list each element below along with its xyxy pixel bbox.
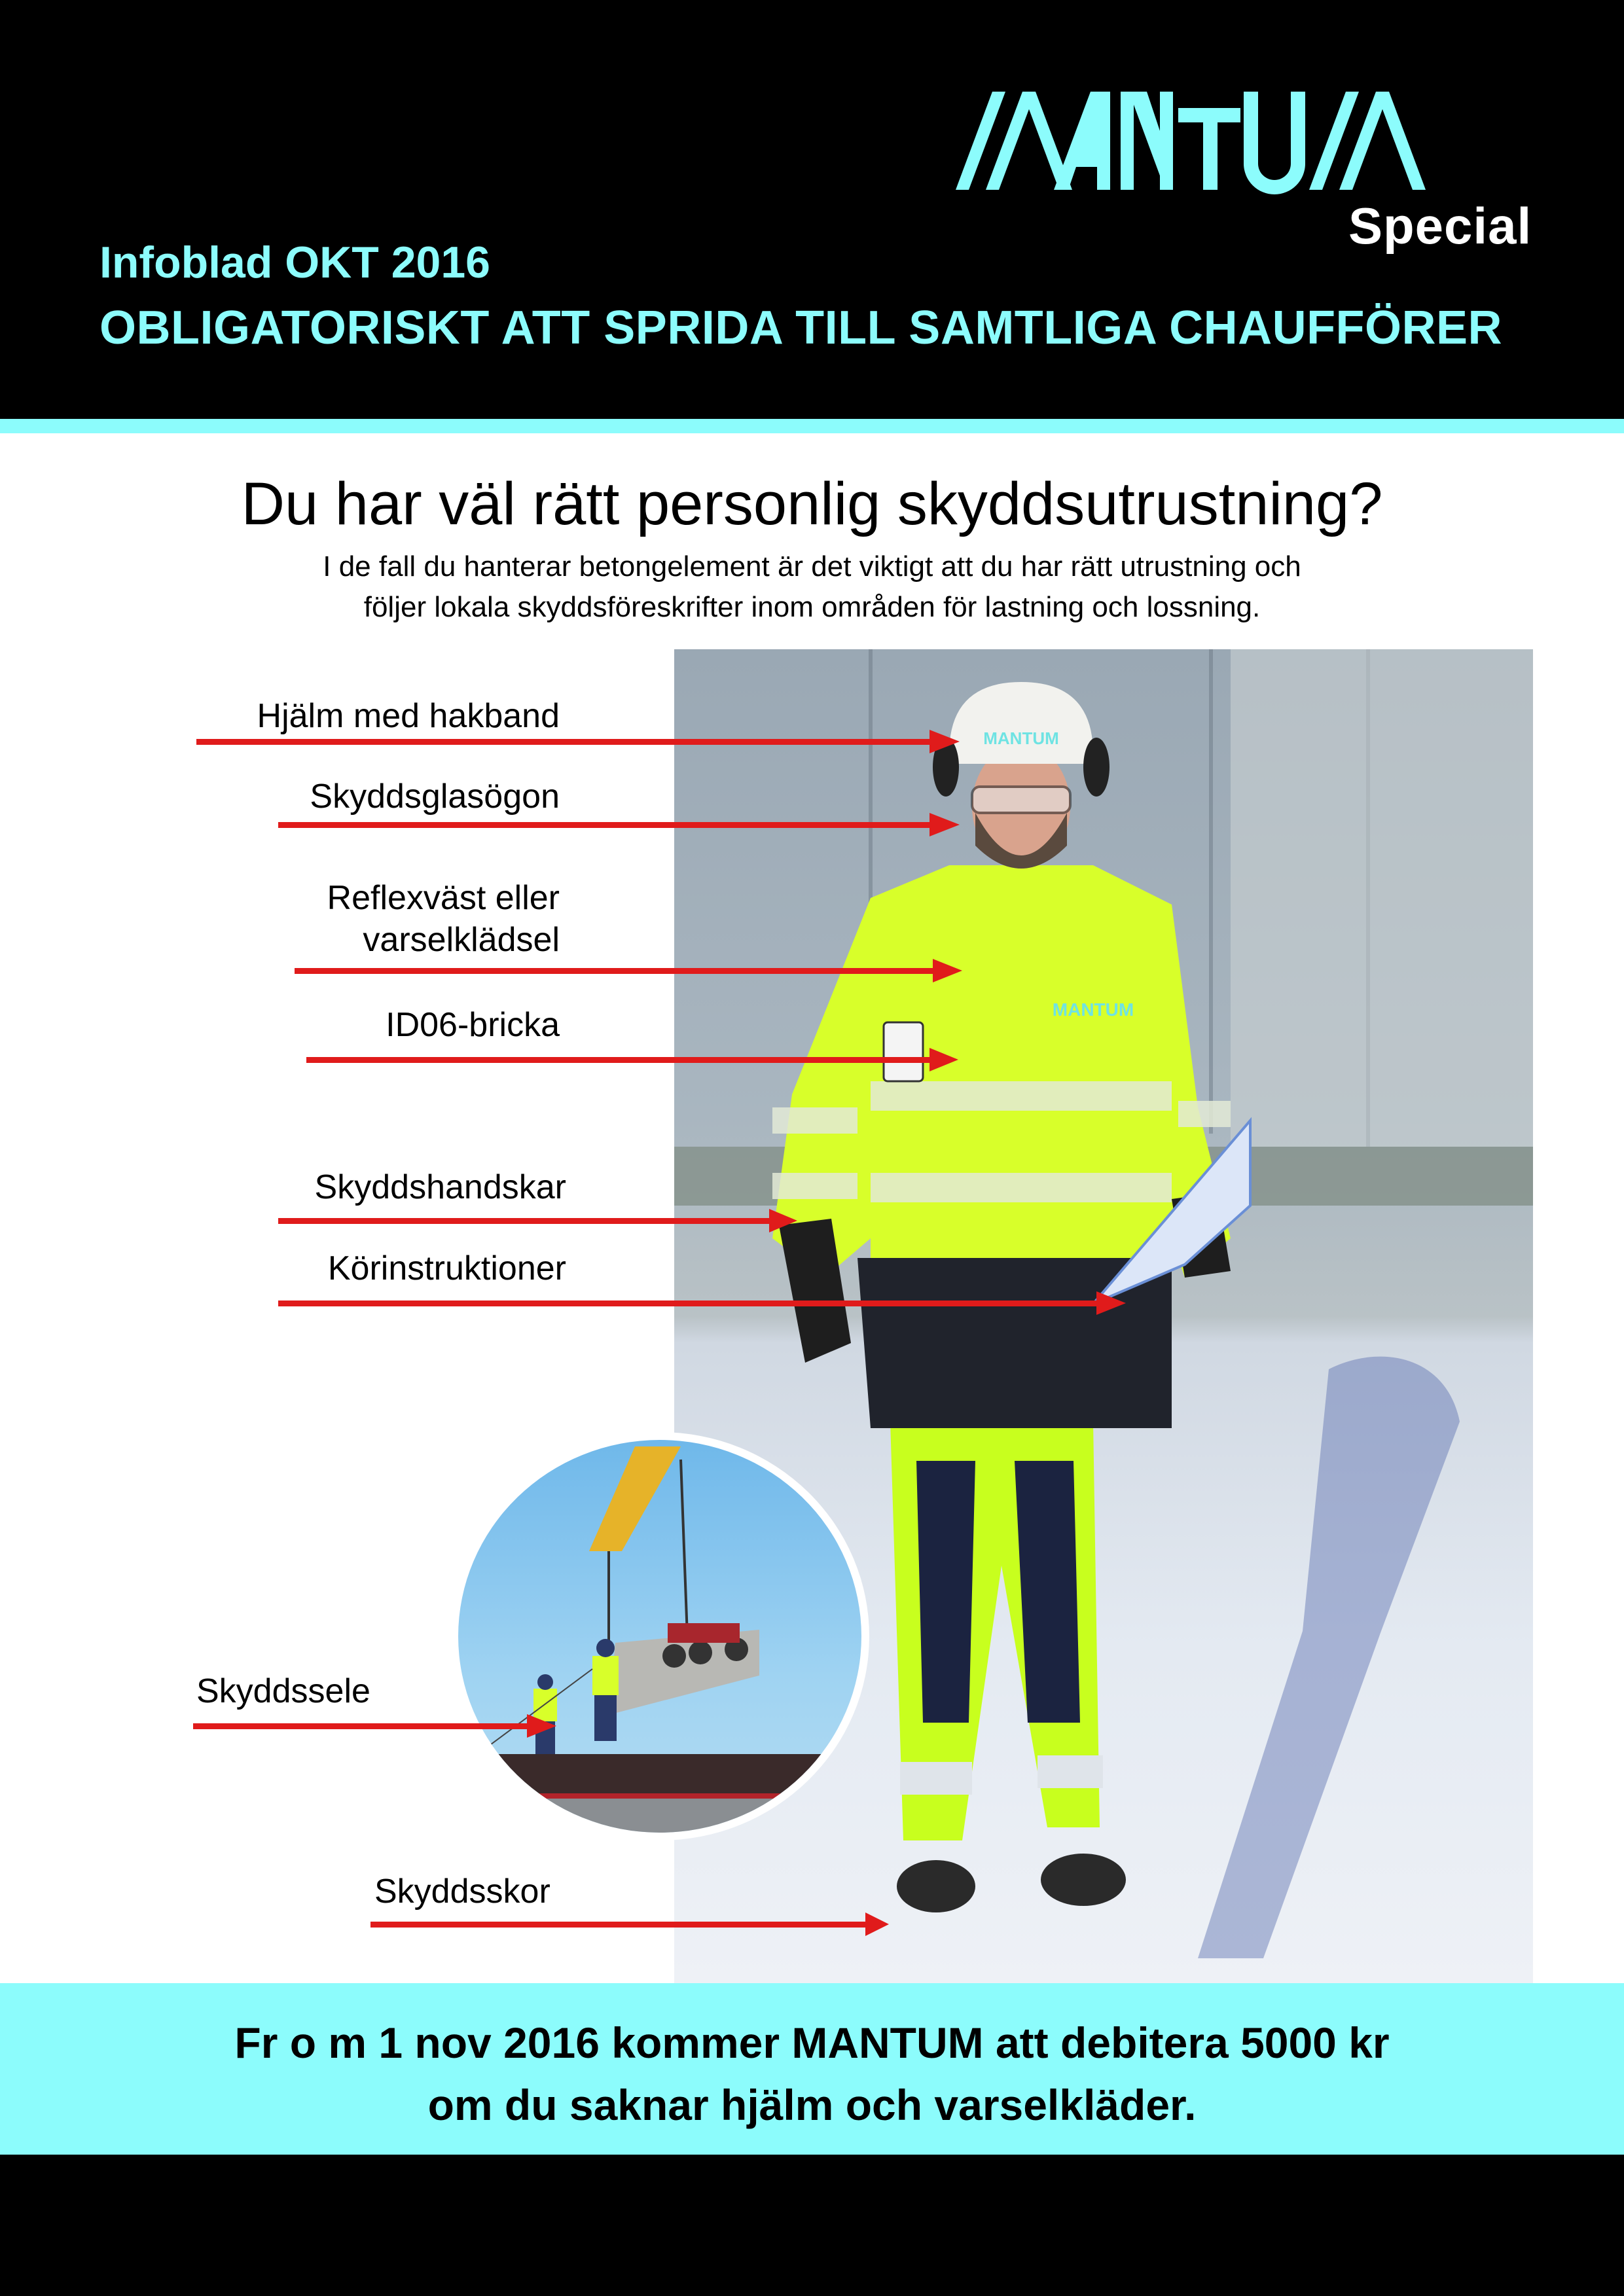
intro-line-2: följer lokala skyddsföreskrifter inom områden för lastning och lossning. [363, 591, 1261, 623]
callout-hi-vis-line-1: Reflexväst eller [327, 879, 560, 917]
mandatory-distribution-notice: OBLIGATORISKT ATT SPRIDA TILL SAMTLIGA CHAUFFÖRER [99, 302, 1503, 354]
harness-inset-photo [450, 1432, 869, 1840]
header-divider-stripe [0, 419, 1624, 433]
callout-hi-vis [327, 877, 560, 961]
intro-text [0, 547, 1624, 628]
jacket-logo: MANTUM [1052, 999, 1134, 1020]
infoblad-date: Infoblad OKT 2016 [99, 238, 490, 287]
mantum-logo [956, 92, 1532, 203]
intro-line-1: I de fall du hanterar betongelement är det viktigt att du har rätt utrustning och [323, 550, 1301, 583]
callout-safety-shoes: Skyddsskor [374, 1873, 550, 1910]
logo-subtitle: Special [1348, 197, 1532, 255]
fee-notice-line-2: om du saknar hjälm och varselkläder. [427, 2081, 1197, 2129]
page-title: Du har väl rätt personlig skyddsutrustning? [241, 471, 1383, 537]
callout-safety-glasses: Skyddsglasögon [310, 778, 560, 816]
helmet-logo: MANTUM [983, 728, 1059, 748]
footer-black-bar [0, 2155, 1624, 2296]
fee-notice [0, 2012, 1624, 2136]
callout-helmet: Hjälm med hakband [257, 697, 560, 735]
callout-id06-badge: ID06-bricka [386, 1006, 560, 1044]
fee-notice-line-1: Fr o m 1 nov 2016 kommer MANTUM att debitera 5000 kr [234, 2018, 1390, 2067]
callout-hi-vis-line-2: varselklädsel [363, 921, 560, 959]
callout-gloves: Skyddshandskar [314, 1168, 566, 1206]
callout-harness: Skyddssele [196, 1672, 370, 1710]
callout-driving-instructions: Körinstruktioner [327, 1249, 566, 1287]
